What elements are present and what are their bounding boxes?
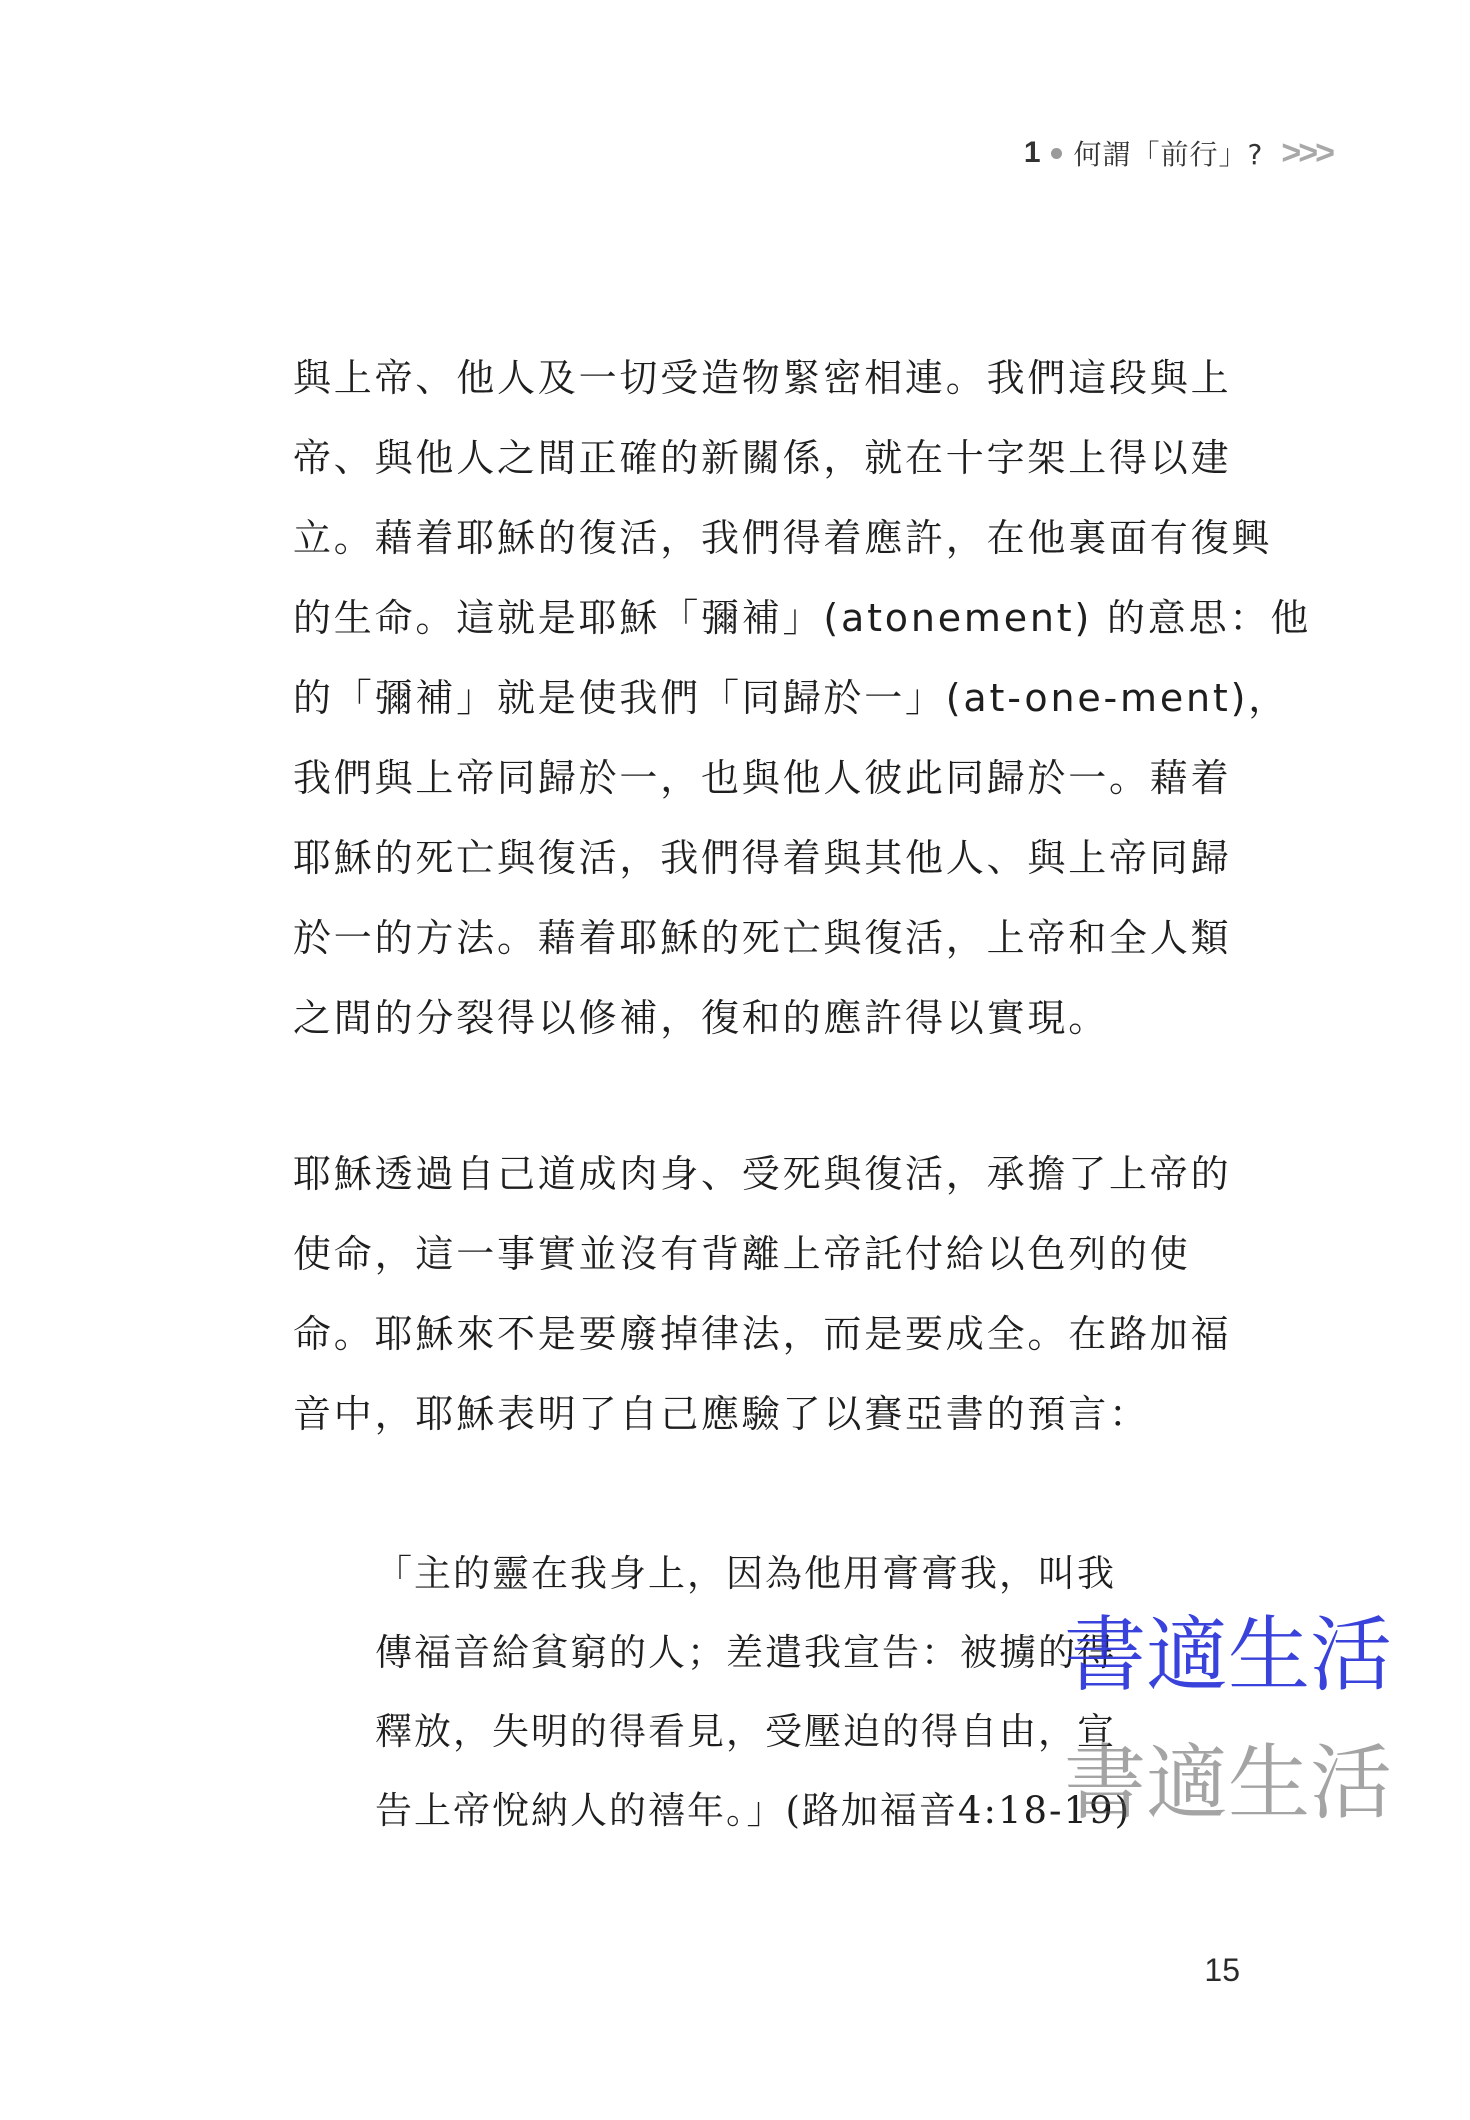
paragraph-line: 與上帝、他人及一切受造物緊密相連。我們這段與上 [293,356,1232,400]
paragraph-line: 之間的分裂得以修補，復和的應許得以實現。 [293,996,1110,1040]
quote-line: 釋放，失明的得看見，受壓迫的得自由，宣 [375,1710,1116,1753]
quote-line: 告上帝悅納人的禧年。」(路加福音4:18-19) [375,1789,1132,1832]
body-paragraph [293,1134,1253,1454]
paragraph-line: 耶穌的死亡與復活，我們得着與其他人、與上帝同歸 [293,836,1232,880]
paragraph-line: 使命，這一事實並沒有背離上帝託付給以色列的使 [293,1232,1191,1276]
paragraph-line: 命。耶穌來不是要廢掉律法，而是要成全。在路加福 [293,1312,1232,1356]
bullet-dot-icon [1051,148,1062,159]
quote-line: 「主的靈在我身上，因為他用膏膏我，叫我 [375,1552,1116,1595]
paragraph-line: 的「彌補」就是使我們「同歸於一」(at-one-ment)， [293,676,1290,720]
paragraph-line: 音中，耶穌表明了自己應驗了以賽亞書的預言： [293,1392,1150,1436]
body-paragraph [293,338,1312,1058]
paragraph-line: 帝、與他人之間正確的新關係，就在十字架上得以建 [293,436,1232,480]
watermark-gray: 書適生活 [1063,1736,1392,1831]
triple-chevron-icon: >>> [1281,133,1332,172]
chapter-number: 1 [1023,136,1041,169]
paragraph-line: 於一的方法。藉着耶穌的死亡與復活，上帝和全人類 [293,916,1232,960]
quote-line: 傳福音給貧窮的人；差遣我宣告：被擄的得 [375,1631,1116,1674]
chapter-title: 何謂「前行」? [1073,138,1264,171]
watermark-blue: 書適生活 [1063,1608,1392,1703]
paragraph-line: 的生命。這就是耶穌「彌補」(atonement) 的意思：他 [293,596,1312,640]
paragraph-line: 立。藉着耶穌的復活，我們得着應許，在他裏面有復興 [293,516,1273,560]
page-number: 15 [1204,1952,1240,1988]
paragraph-line: 耶穌透過自己道成肉身、受死與復活，承擔了上帝的 [293,1152,1232,1196]
running-header [1024,128,1332,178]
paragraph-line: 我們與上帝同歸於一，也與他人彼此同歸於一。藉着 [293,756,1232,800]
